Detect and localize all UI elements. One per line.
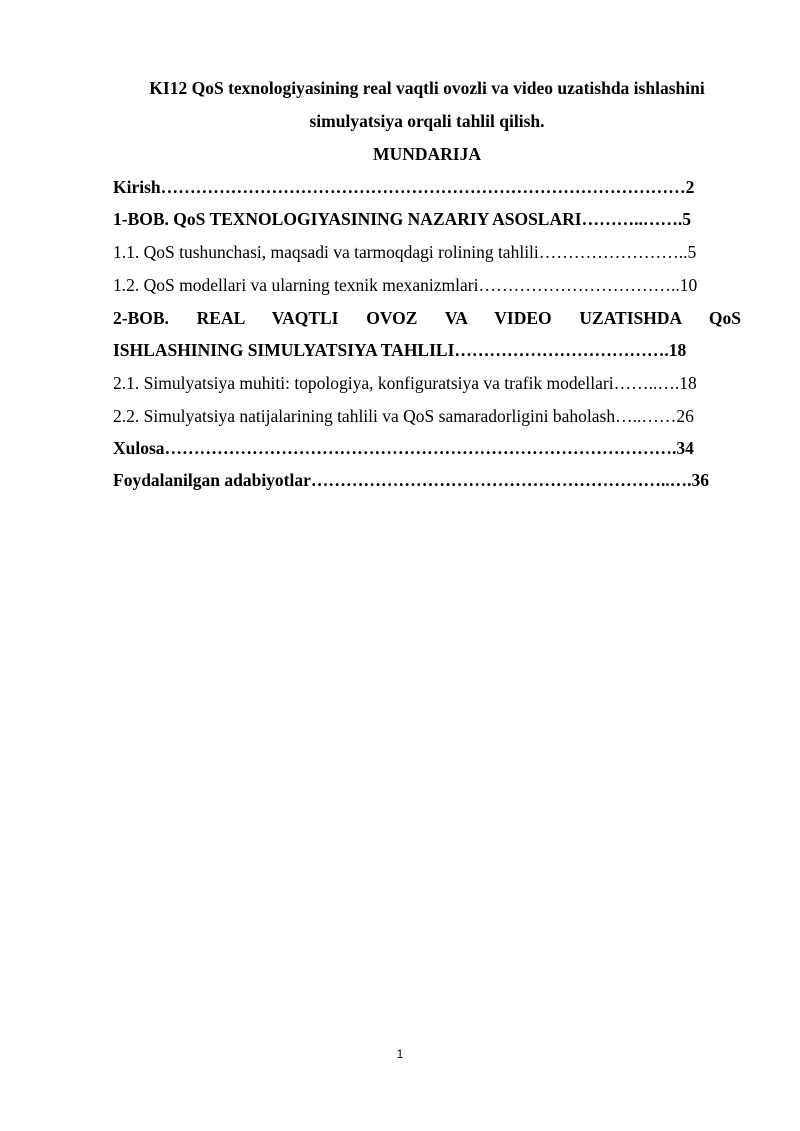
document-title-line-2: simulyatsiya orqali tahlil qilish.: [309, 111, 545, 131]
toc-entry-chapter-2-line-1: 2-BOB. REAL VAQTLI OVOZ VA VIDEO UZATISHDA QoS: [113, 308, 741, 328]
toc-entry-section-1-2: 1.2. QoS modellari va ularning texnik mexanizmlari……………………………..10: [113, 275, 698, 295]
toc-entry-section-2-1: 2.1. Simulyatsiya muhiti: topologiya, konfiguratsiya va trafik modellari……..….18: [113, 373, 697, 393]
document-title-line-1: KI12 QoS texnologiyasining real vaqtli ovozli va video uzatishda ishlashini: [149, 78, 705, 98]
toc-entry-chapter-2-line-2: ISHLASHINING SIMULYATSIYA TAHLILI……………………………….18: [113, 340, 687, 360]
toc-entry-conclusion: Xulosa…………………………………………………………………………….34: [113, 438, 694, 458]
toc-entry-section-2-2: 2.2. Simulyatsiya natijalarining tahlili va QoS samaradorligini baholash…..……26: [113, 406, 694, 426]
toc-entry-references: Foydalanilgan adabiyotlar……………………………………………………..….36: [113, 470, 710, 490]
page-number: 1: [396, 1047, 404, 1061]
toc-entry-chapter-1: 1-BOB. QoS TEXNOLOGIYASINING NAZARIY ASOSLARI………..…….5: [113, 209, 691, 229]
toc-heading: MUNDARIJA: [373, 144, 481, 164]
toc-entry-introduction: Kirish………………………………………………………………………………2: [113, 177, 695, 197]
toc-entry-section-1-1: 1.1. QoS tushunchasi, maqsadi va tarmoqdagi rolining tahlili……………………..5: [113, 242, 697, 262]
